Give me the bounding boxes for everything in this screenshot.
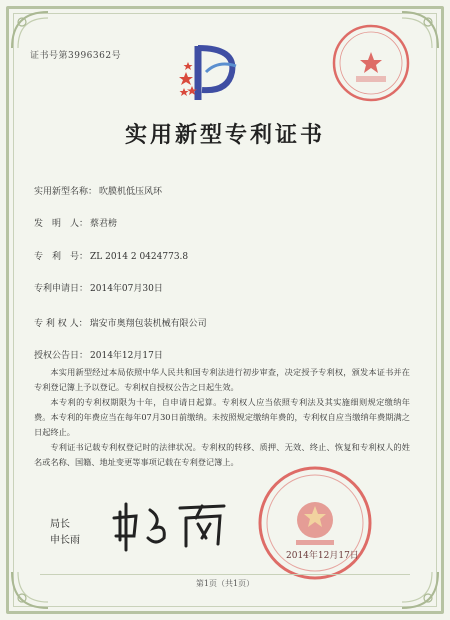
field-label: 授权公告日： bbox=[34, 351, 89, 361]
field-utility-model-name bbox=[34, 184, 162, 197]
field-label: 专 利 号： bbox=[34, 252, 89, 262]
field-label: 专利申请日： bbox=[34, 284, 89, 294]
patent-office-logo-icon bbox=[176, 38, 246, 108]
field-value: ZL 2014 2 0424773.8 bbox=[90, 252, 189, 262]
field-value: 吹膜机低压风环 bbox=[99, 187, 163, 197]
director-name: 申长雨 bbox=[50, 535, 80, 546]
field-label: 专 利 权 人： bbox=[34, 319, 88, 329]
top-official-seal-icon bbox=[330, 22, 412, 104]
footer-divider bbox=[40, 574, 410, 575]
certificate-number: 证书号第3996362号 bbox=[30, 51, 122, 61]
field-patent-number bbox=[34, 249, 188, 262]
bottom-official-seal-icon bbox=[256, 464, 374, 582]
field-application-date bbox=[34, 281, 163, 294]
field-value: 2014年07月30日 bbox=[90, 284, 163, 294]
body-paragraph: 专利证书记载专利权登记时的法律状况。专利权的转移、质押、无效、终止、恢复和专利权人的姓名或名称、国籍、地址变更等事项记载在专利登记簿上。 bbox=[34, 442, 410, 467]
corner-ornament-icon bbox=[8, 8, 52, 52]
director-title: 局长 bbox=[50, 519, 70, 530]
body-paragraph: 本专利的专利权期限为十年，自申请日起算。专利权人应当依照专利法及其实施细则规定缴纳年费。本专利的年费应当在每年07月30日前缴纳。未按照规定缴纳年费的，专利权自应当缴纳年费期满之日起终止。 bbox=[34, 397, 410, 437]
director-block bbox=[50, 517, 80, 549]
page-number: 第1页（共1页） bbox=[195, 579, 255, 588]
certificate-body bbox=[34, 365, 410, 470]
field-inventor bbox=[34, 216, 117, 229]
field-value: 蔡君榜 bbox=[90, 219, 118, 229]
director-signature-icon bbox=[106, 494, 236, 554]
field-value: 瑞安市奥翔包装机械有限公司 bbox=[89, 319, 207, 329]
field-value: 2014年12月17日 bbox=[90, 351, 163, 361]
field-label: 实用新型名称： bbox=[34, 187, 98, 197]
field-label: 发 明 人： bbox=[34, 219, 89, 229]
seal-date: 2014年12月17日 bbox=[286, 551, 359, 561]
field-grant-date bbox=[34, 348, 163, 361]
field-patentee bbox=[34, 316, 207, 329]
body-paragraph: 本实用新型经过本局依照中华人民共和国专利法进行初步审查，决定授予专利权，颁发本证书并在专利登记簿上予以登记。专利权自授权公告之日起生效。 bbox=[34, 367, 410, 392]
certificate-title: 实用新型专利证书 bbox=[124, 122, 325, 148]
